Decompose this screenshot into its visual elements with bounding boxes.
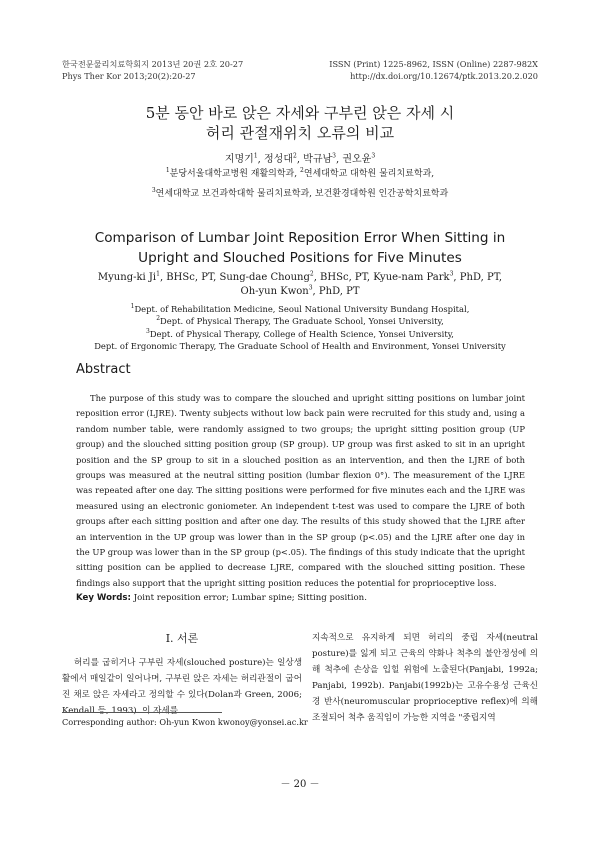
korean-authors: 지명기$^1$, 정성대$^2$, 박규남$^3$, 권오윤$^3$ [224,152,376,165]
korean-affiliation-line2: $^3$연세대학교 보건과학대학 물리치료학과, 보건환경대학원 인간공학치료학과 [151,187,449,199]
keywords [76,593,367,603]
footnote-divider [62,712,222,713]
running-header-right [329,58,538,82]
english-title [40,228,560,268]
affiliation-1: $^1$Dept. of Rehabilitation Medicine, Seoul National University Bundang Hospital, [130,303,470,314]
english-title-line1: Comparison of Lumbar Joint Reposition Error When Sitting in [94,230,506,246]
issn-line: ISSN (Print) 1225-8962, ISSN (Online) 2287-982X [329,59,538,69]
affiliation-3: $^3$Dept. of Physical Therapy, College of Health Science, Yonsei University, [146,328,454,339]
korean-title-line1: 5분 동안 바로 앉은 자세와 구부린 앉은 자세 시 [145,104,455,122]
english-authors: Myung-ki Ji$^1$, BHSc, PT, Sung-dae Choung$^2$, BHSc, PT, Kyue-nam Park$^3$, PhD, PT, Oh-yun Kwon$^3$, PhD, PT [97,270,503,297]
english-title-line2: Upright and Slouched Positions for Five Minutes [138,250,462,266]
abstract-body: The purpose of this study was to compare the slouched and upright sitting positions on lumbar joint reposition error (LJRE). Twenty subjects without low back pain were recruited for this study and, using a random number table, were randomly assigned to two groups; the upright sitting position group (UP group) and the slouched sitting position group (SP group). UP group was first asked to sit in an upright position and the SP group to sit in a slouched position as an intervention, and then the LJRE of both groups was measured at the neutral sitting position (lumbar flexion 0°). The measurement of the LJRE was repeated after one day. The sitting positions were performed for five minutes each and the LJRE was measured using an electronic goniometer. An independent t-test was used to compare the LJRE of both groups after each sitting position and after one day. The results of this study showed that the LJRE after an intervention in the UP group was lower than in the SP group (p<.05) and the LJRE after one day in the UP group was lower than in the SP group (p<.05). The findings of this study indicate that the upright sitting position can be applied to decrease LJRE, compared with the slouched sitting position. These findings also support that the upright sitting position reduces the potential for proprioceptive loss. [76,393,525,588]
english-affiliations [40,303,560,353]
author-kr: 박규남 [303,154,333,165]
korean-affiliation-line1: $^1$분당서울대학교병원 재활의학과, $^2$연세대학교 대학원 물리치료학과, [165,167,435,179]
intro-column-left: 허리를 굽히거나 구부린 자세(slouched posture)는 일상생활에서 매일같이 일어나며, 구부린 앉은 자세는 허리관절이 굽어진 채로 앉은 자세라고 정의할 수 있다(Dolan과 Green, 2006; Kendall 등, 1993). 이 자세를 [62,658,302,716]
author-kr: 정성대 [264,154,293,165]
section-heading-introduction: Ⅰ. 서론 [165,632,199,645]
affiliation-4: Dept. of Ergonomic Therapy, The Graduate School of Health and Environment, Yonsei University [94,341,506,352]
author-kr: 지명기 [224,154,254,165]
keywords-label: Key Words: [76,593,131,603]
doi-link[interactable]: http://dx.doi.org/10.12674/ptk.2013.20.2.020 [350,71,538,81]
page-number: － 20 － [280,779,320,790]
author-kr: 권오윤 [342,154,372,165]
running-header-left [62,58,243,82]
keywords-text: Joint reposition error; Lumbar spine; Sitting position. [133,593,367,603]
journal-citation: Phys Ther Kor 2013;20(2):20-27 [62,71,196,81]
affiliation-2: $^2$Dept. of Physical Therapy, The Graduate School, Yonsei University, [156,315,444,327]
intro-column-right: 지속적으로 유지하게 되면 허리의 중립 자세(neutral posture)를 잃게 되고 근육의 약화나 척추의 불안정성에 의해 척추에 손상을 입힐 위험에 노출된다(Panjabi, 1992a; Panjabi, 1992b). Panjabi(1992b)는 고유수용성 근육신경 반사(neuromuscular proprioceptive reflex)에 의해 조절되어 척추 움직임이 가능한 지역을 "중립지역 [312,633,538,723]
abstract-heading: Abstract [76,362,131,377]
korean-title [40,103,560,143]
journal-name-kr: 한국전문물리치료학회지 2013년 20권 2호 20-27 [62,59,244,69]
korean-title-line2: 허리 관절재위치 오류의 비교 [205,124,395,142]
corresponding-author-note: Corresponding author: Oh-yun Kwon kwonoy@yonsei.ac.kr [62,717,308,727]
